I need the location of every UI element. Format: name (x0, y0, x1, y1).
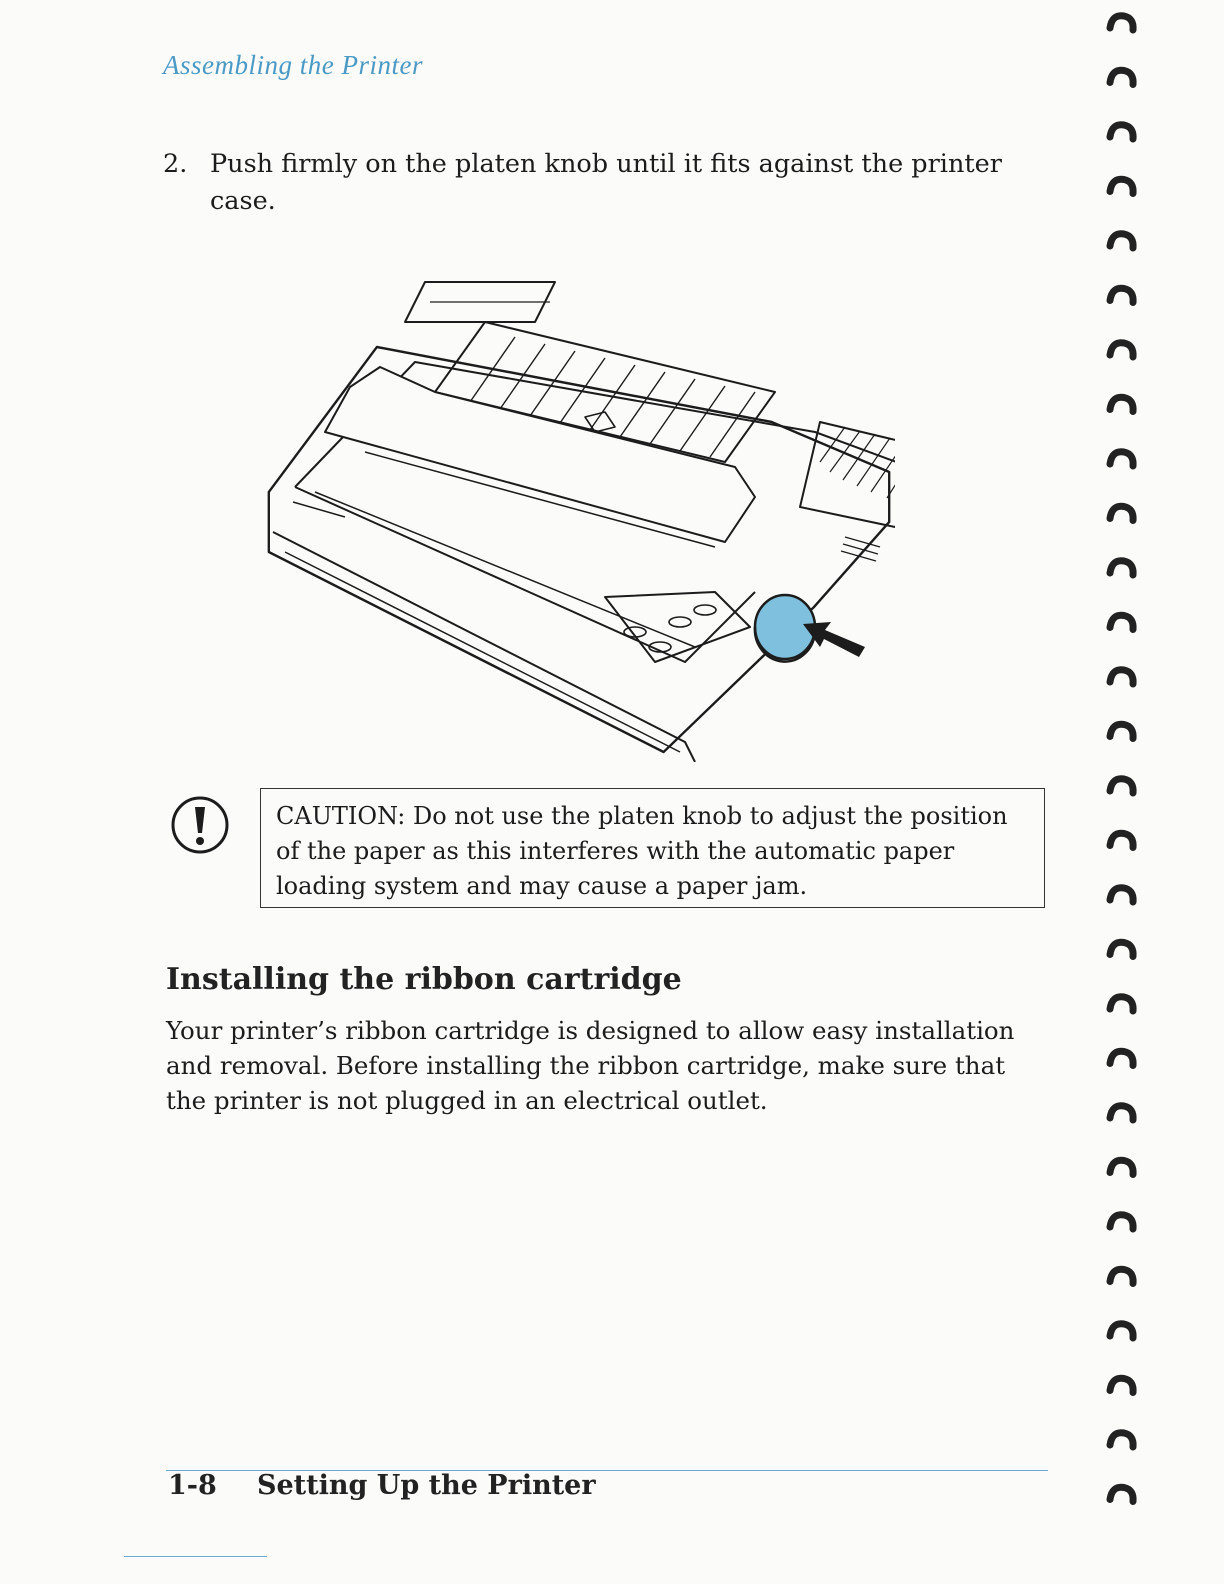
binding-ring (1110, 1433, 1133, 1447)
caution-box (260, 788, 1045, 908)
binding-ring (1110, 670, 1133, 684)
caution-label: CAUTION: (276, 802, 406, 830)
binding-ring (1110, 779, 1133, 793)
exclamation-circle-icon (168, 793, 232, 857)
binding-ring (1110, 997, 1133, 1011)
binding-ring (1110, 70, 1133, 84)
binding-ring (1110, 397, 1133, 411)
body-paragraph: Your printer’s ribbon cartridge is designed to allow easy installation and removal. Before installing the ribbon cartridge, make sure that the printer is not plugged in an electrical outlet. (166, 1016, 1015, 1115)
binding-ring (1110, 179, 1133, 193)
spiral-binding (1100, 0, 1160, 1584)
step-text: Push firmly on the platen knob until it fits against the printer case. (210, 149, 1002, 216)
binding-ring (1110, 615, 1133, 629)
running-header: Assembling the Printer (163, 50, 423, 80)
binding-ring (1110, 561, 1133, 575)
binding-ring (1110, 506, 1133, 520)
binding-ring (1110, 452, 1133, 466)
binding-ring (1110, 1215, 1133, 1229)
binding-ring (1110, 1324, 1133, 1338)
step-item (163, 146, 1043, 220)
binding-ring (1110, 724, 1133, 738)
section-heading: Installing the ribbon cartridge (166, 962, 682, 997)
binding-ring (1110, 125, 1133, 139)
binding-ring (1110, 343, 1133, 357)
caution-text: Do not use the platen knob to adjust the position of the paper as this interferes with the automatic paper loading system and may cause a paper jam. (276, 802, 1008, 900)
binding-ring (1110, 888, 1133, 902)
binding-ring (1110, 1269, 1133, 1283)
corner-rule (124, 1556, 267, 1557)
step-number: 2. (163, 149, 188, 179)
binding-ring (1110, 1487, 1133, 1501)
page-number: 1-8 (168, 1470, 217, 1501)
printer-illustration (255, 262, 895, 762)
binding-ring (1110, 1106, 1133, 1120)
binding-ring (1110, 1378, 1133, 1392)
binding-ring (1110, 288, 1133, 302)
binding-ring (1110, 16, 1133, 30)
chapter-title: Setting Up the Printer (257, 1470, 596, 1501)
binding-ring (1110, 1051, 1133, 1065)
binding-ring (1110, 234, 1133, 248)
binding-ring (1110, 942, 1133, 956)
binding-ring (1110, 833, 1133, 847)
binding-ring (1110, 1160, 1133, 1174)
